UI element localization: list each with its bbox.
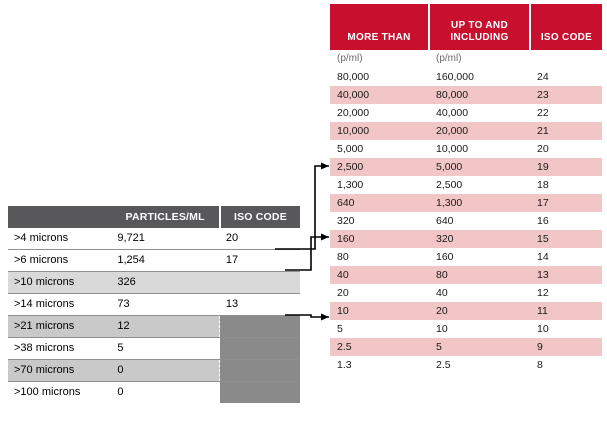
table-row	[330, 176, 602, 194]
row-more-than: 2.5	[337, 341, 352, 353]
table-row	[8, 316, 300, 338]
row-size: >21 microns	[14, 320, 75, 332]
table-row	[330, 86, 602, 104]
row-more-than: 40,000	[337, 89, 370, 101]
row-more-than: 40	[337, 269, 349, 281]
row-iso: 15	[536, 233, 549, 245]
table-row	[8, 360, 300, 382]
table-row	[330, 212, 602, 230]
row-more-than: 5,000	[337, 143, 364, 155]
row-iso: 12	[536, 287, 549, 299]
table-row	[330, 302, 602, 320]
table-row	[8, 228, 300, 250]
row-up-to: 320	[436, 233, 454, 245]
row-iso: 23	[536, 89, 549, 101]
unit-up-to: (p/ml)	[436, 53, 462, 64]
row-up-to: 20	[436, 305, 448, 317]
table-row	[330, 158, 602, 176]
row-more-than: 1.3	[337, 359, 352, 371]
row-up-to: 160,000	[436, 71, 474, 83]
row-more-than: 20,000	[337, 107, 370, 119]
row-iso: 21	[536, 125, 549, 137]
row-up-to: 1,300	[436, 197, 463, 209]
table-row	[330, 140, 602, 158]
row-iso	[220, 272, 300, 294]
row-iso: 20	[536, 143, 549, 155]
table-row	[330, 104, 602, 122]
unit-more-than: (p/ml)	[337, 53, 363, 64]
row-iso: 14	[536, 251, 549, 263]
row-up-to: 40	[436, 287, 448, 299]
row-iso: 16	[536, 215, 549, 227]
arrow-head-iso-20	[321, 163, 329, 170]
row-more-than: 20	[337, 287, 349, 299]
row-up-to: 80	[436, 269, 448, 281]
row-up-to: 5,000	[436, 161, 463, 173]
table-row	[330, 248, 602, 266]
row-size: >10 microns	[14, 276, 75, 288]
row-more-than: 80	[337, 251, 349, 263]
right-header-iso-code: ISO CODE	[530, 4, 602, 50]
row-up-to: 80,000	[436, 89, 469, 101]
row-size: >100 microns	[14, 386, 81, 398]
row-size: >70 microns	[14, 364, 75, 376]
row-iso	[220, 338, 300, 360]
table-row	[330, 122, 602, 140]
row-up-to: 10	[436, 323, 448, 335]
row-size: >38 microns	[14, 342, 75, 354]
row-iso: 11	[536, 305, 548, 317]
row-iso	[220, 382, 300, 404]
row-iso: 19	[536, 161, 549, 173]
row-iso: 20	[225, 232, 239, 244]
row-more-than: 5	[337, 323, 343, 335]
table-row	[8, 338, 300, 360]
table-row	[330, 68, 602, 86]
row-particles: 1,254	[117, 254, 145, 266]
right-header-more-than: MORE THAN	[330, 4, 429, 50]
unit-iso	[530, 50, 602, 68]
row-iso: 13	[225, 298, 239, 310]
row-iso	[220, 316, 300, 338]
row-more-than: 10,000	[337, 125, 370, 137]
row-more-than: 2,500	[337, 161, 364, 173]
arrow-head-iso-13	[321, 314, 329, 321]
row-iso: 24	[536, 71, 549, 83]
row-iso	[220, 360, 300, 382]
row-up-to: 10,000	[436, 143, 469, 155]
table-row	[330, 356, 602, 374]
table-row	[8, 250, 300, 272]
row-iso: 18	[536, 179, 549, 191]
row-up-to: 2,500	[436, 179, 463, 191]
row-more-than: 640	[337, 197, 355, 209]
right-header-up-to-and-including: UP TO AND INCLUDING	[429, 4, 530, 50]
particle-count-table	[8, 206, 300, 403]
row-more-than: 160	[337, 233, 355, 245]
table-row	[330, 230, 602, 248]
row-particles: 5	[117, 342, 124, 354]
table-row	[8, 294, 300, 316]
row-iso: 9	[536, 341, 543, 353]
row-iso: 17	[225, 254, 239, 266]
left-header-blank	[8, 206, 111, 228]
table-row	[8, 382, 300, 404]
table-row	[330, 284, 602, 302]
row-up-to: 160	[436, 251, 454, 263]
row-particles: 326	[117, 276, 136, 288]
arrow-head-iso-17	[321, 234, 329, 241]
table-row	[330, 266, 602, 284]
row-iso: 17	[536, 197, 549, 209]
row-particles: 0	[117, 386, 124, 398]
iso-code-lookup-table	[330, 4, 602, 374]
row-up-to: 5	[436, 341, 442, 353]
row-more-than: 1,300	[337, 179, 364, 191]
table-row	[330, 194, 602, 212]
row-iso: 8	[536, 359, 543, 371]
left-header-particles: PARTICLES/ML	[125, 211, 205, 223]
table-row	[8, 272, 300, 294]
row-particles: 9,721	[117, 232, 145, 244]
table-row	[330, 338, 602, 356]
row-up-to: 20,000	[436, 125, 469, 137]
row-size: >14 microns	[14, 298, 75, 310]
row-particles: 73	[117, 298, 130, 310]
table-row	[330, 320, 602, 338]
row-more-than: 80,000	[337, 71, 370, 83]
row-more-than: 320	[337, 215, 355, 227]
row-particles: 12	[117, 320, 130, 332]
row-iso: 22	[536, 107, 549, 119]
row-iso: 13	[536, 269, 549, 281]
row-size: >6 microns	[14, 254, 69, 266]
row-more-than: 10	[337, 305, 349, 317]
left-header-iso-code: ISO CODE	[220, 206, 300, 228]
row-up-to: 40,000	[436, 107, 469, 119]
unit-row	[330, 50, 602, 68]
row-up-to: 2.5	[436, 359, 451, 371]
left-table-header-row	[8, 206, 300, 228]
row-iso: 10	[536, 323, 549, 335]
row-up-to: 640	[436, 215, 454, 227]
right-table-header-row	[330, 4, 602, 50]
row-particles: 0	[117, 364, 124, 376]
row-size: >4 microns	[14, 232, 69, 244]
